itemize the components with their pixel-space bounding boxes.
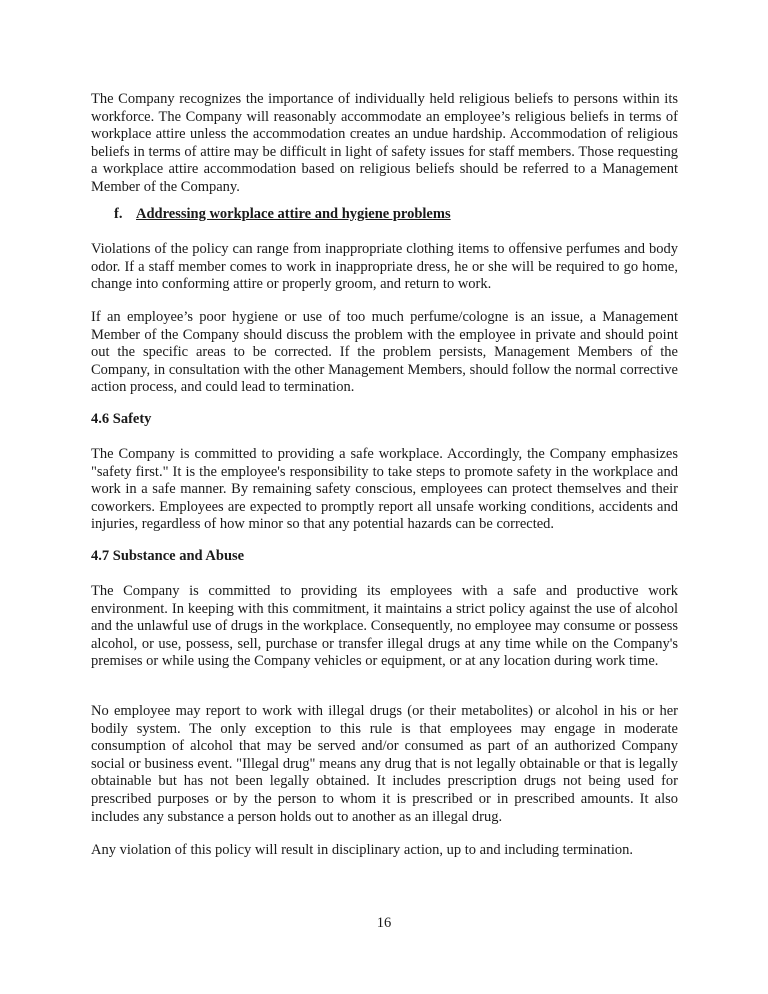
- violation-final-paragraph: Any violation of this policy will result in disciplinary action, up to and including termination.: [91, 842, 634, 858]
- substance-heading: 4.7 Substance and Abuse: [91, 548, 245, 564]
- substance-paragraph-2: No employee may report to work with illegal drugs (or their metabolites) or alcohol in his or her bodily system. The only exception to this rule is that employees may engage in moderate consumption of alcohol that may be served and/or consumed as part of an authorized Company social or business event. "Illegal drug" means any drug that is not legally obtainable or that is legally obtainable but has not been legally obtained. It includes prescription drugs not being used for prescribed purposes or by the person to whom it is prescribed or in prescribed amounts. It also includes any substance a person holds out to another as an illegal drug.: [91, 703, 678, 825]
- subsection-letter: f.: [114, 206, 123, 222]
- violations-paragraph: Violations of the policy can range from inappropriate clothing items to offensive perfumes and body odor. If a staff member comes to work in inappropriate dress, he or she will be required to go home, change into conforming attire or properly groom, and return to work.: [91, 241, 678, 293]
- religious-beliefs-paragraph: The Company recognizes the importance of individually held religious beliefs to persons within its workforce. The Company will reasonably accommodate an employee’s religious beliefs in terms of workplace attire unless the accommodation creates an undue hardship. Accommodation of religious beliefs in terms of attire may be difficult in light of safety issues for staff members. Those requesting a workplace attire accommodation based on religious beliefs should be referred to a Management Member of the Company.: [91, 91, 678, 195]
- safety-paragraph: The Company is committed to providing a safe workplace. Accordingly, the Company emphasizes "safety first." It is the employee's responsibility to take steps to promote safety in the workplace and work in a safe manner. By remaining safety conscious, employees can protect themselves and their coworkers. Employees are expected to promptly report all unsafe working conditions, accidents and injuries, regardless of how minor so that any potential hazards can be corrected.: [91, 446, 678, 533]
- subsection-f-heading: [114, 206, 451, 224]
- substance-paragraph-1: The Company is committed to providing its employees with a safe and productive work environment. In keeping with this commitment, it maintains a strict policy against the use of alcohol and the unlawful use of drugs in the workplace. Consequently, no employee may consume or possess alcohol, or use, possess, sell, purchase or transfer illegal drugs at any time while on the Company's premises or while using the Company vehicles or equipment, or at any location during work time.: [91, 583, 678, 670]
- safety-heading: 4.6 Safety: [91, 411, 152, 427]
- hygiene-paragraph: If an employee’s poor hygiene or use of too much perfume/cologne is an issue, a Management Member of the Company should discuss the problem with the employee in private and should point out the specific areas to be corrected. If the problem persists, Management Members of the Company, in consultation with the other Management Members, should follow the normal corrective action process, and could lead to termination.: [91, 309, 678, 396]
- page-number: 16: [376, 915, 392, 931]
- subsection-title: Addressing workplace attire and hygiene problems: [136, 206, 451, 222]
